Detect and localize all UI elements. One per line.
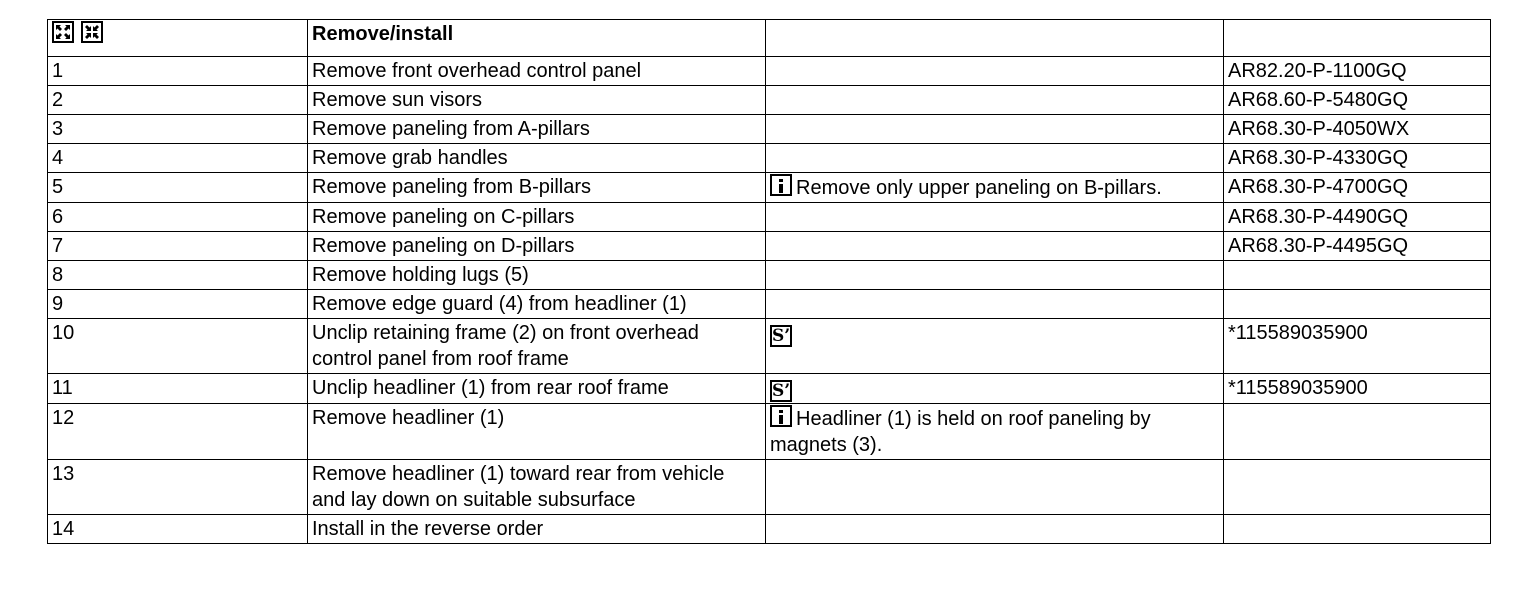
step-number: 7 [48,232,308,261]
step-reference-link[interactable]: *115589035900 [1224,374,1491,404]
step-reference [1224,515,1491,544]
step-reference-link[interactable]: *115589035900 [1224,319,1491,374]
special-tool-icon[interactable]: S’ [772,381,791,401]
header-notes-cell [766,20,1224,57]
step-number: 4 [48,144,308,173]
table-row [48,203,1491,232]
collapse-icon[interactable] [81,21,103,43]
step-action: Remove holding lugs (5) [308,261,766,290]
step-reference-link[interactable]: AR68.30-P-4050WX [1224,115,1491,144]
step-action: Unclip headliner (1) from rear roof frame [308,374,766,404]
step-action: Remove front overhead control panel [308,57,766,86]
step-note [766,232,1224,261]
step-action: Remove paneling from A-pillars [308,115,766,144]
table-row [48,460,1491,515]
step-action: Remove paneling from B-pillars [308,173,766,203]
step-note [766,115,1224,144]
step-action: Install in the reverse order [308,515,766,544]
table-row [48,86,1491,115]
step-note [766,460,1224,515]
step-reference [1224,290,1491,319]
step-reference-link[interactable]: AR68.60-P-5480GQ [1224,86,1491,115]
step-number: 10 [48,319,308,374]
step-action: Remove headliner (1) [308,404,766,460]
step-note [766,261,1224,290]
header-ref-cell [1224,20,1491,57]
step-number: 6 [48,203,308,232]
note-text: Headliner (1) is held on roof paneling by magnets (3). [770,408,1151,456]
step-number: 9 [48,290,308,319]
step-action: Remove grab handles [308,144,766,173]
step-note [766,86,1224,115]
step-note [766,515,1224,544]
step-number: 12 [48,404,308,460]
step-reference-link[interactable]: AR68.30-P-4495GQ [1224,232,1491,261]
table-row [48,515,1491,544]
step-number: 8 [48,261,308,290]
table-row [48,115,1491,144]
step-note [766,173,1224,203]
step-number: 2 [48,86,308,115]
table-row [48,144,1491,173]
step-action: Remove paneling on D-pillars [308,232,766,261]
table-row [48,290,1491,319]
step-note [766,319,1224,374]
step-reference [1224,404,1491,460]
step-action: Remove paneling on C-pillars [308,203,766,232]
step-number: 14 [48,515,308,544]
step-note [766,57,1224,86]
table-row [48,57,1491,86]
step-reference-link[interactable]: AR68.30-P-4700GQ [1224,173,1491,203]
procedure-table [47,19,1491,544]
info-icon[interactable] [770,174,792,196]
step-note [766,144,1224,173]
table-row [48,374,1491,404]
step-reference [1224,460,1491,515]
table-header-row [48,20,1491,57]
table-row [48,261,1491,290]
view-controls-cell [48,20,308,57]
step-note [766,404,1224,460]
note-text: Remove only upper paneling on B-pillars. [796,177,1162,199]
header-remove-install: Remove/install [308,20,766,57]
info-icon[interactable] [770,405,792,427]
step-number: 3 [48,115,308,144]
step-note [766,290,1224,319]
step-note [766,374,1224,404]
table-row [48,319,1491,374]
step-note [766,203,1224,232]
table-row [48,404,1491,460]
step-reference-link[interactable]: AR68.30-P-4490GQ [1224,203,1491,232]
step-action: Unclip retaining frame (2) on front overhead control panel from roof frame [308,319,766,374]
step-reference-link[interactable]: AR82.20-P-1100GQ [1224,57,1491,86]
table-row [48,173,1491,203]
step-reference-link[interactable]: AR68.30-P-4330GQ [1224,144,1491,173]
step-number: 1 [48,57,308,86]
step-number: 5 [48,173,308,203]
step-action: Remove sun visors [308,86,766,115]
step-number: 13 [48,460,308,515]
special-tool-icon[interactable]: S’ [772,326,791,346]
step-reference [1224,261,1491,290]
step-number: 11 [48,374,308,404]
step-action: Remove headliner (1) toward rear from vehicle and lay down on suitable subsurface [308,460,766,515]
expand-icon[interactable] [52,21,74,43]
step-action: Remove edge guard (4) from headliner (1) [308,290,766,319]
table-row [48,232,1491,261]
